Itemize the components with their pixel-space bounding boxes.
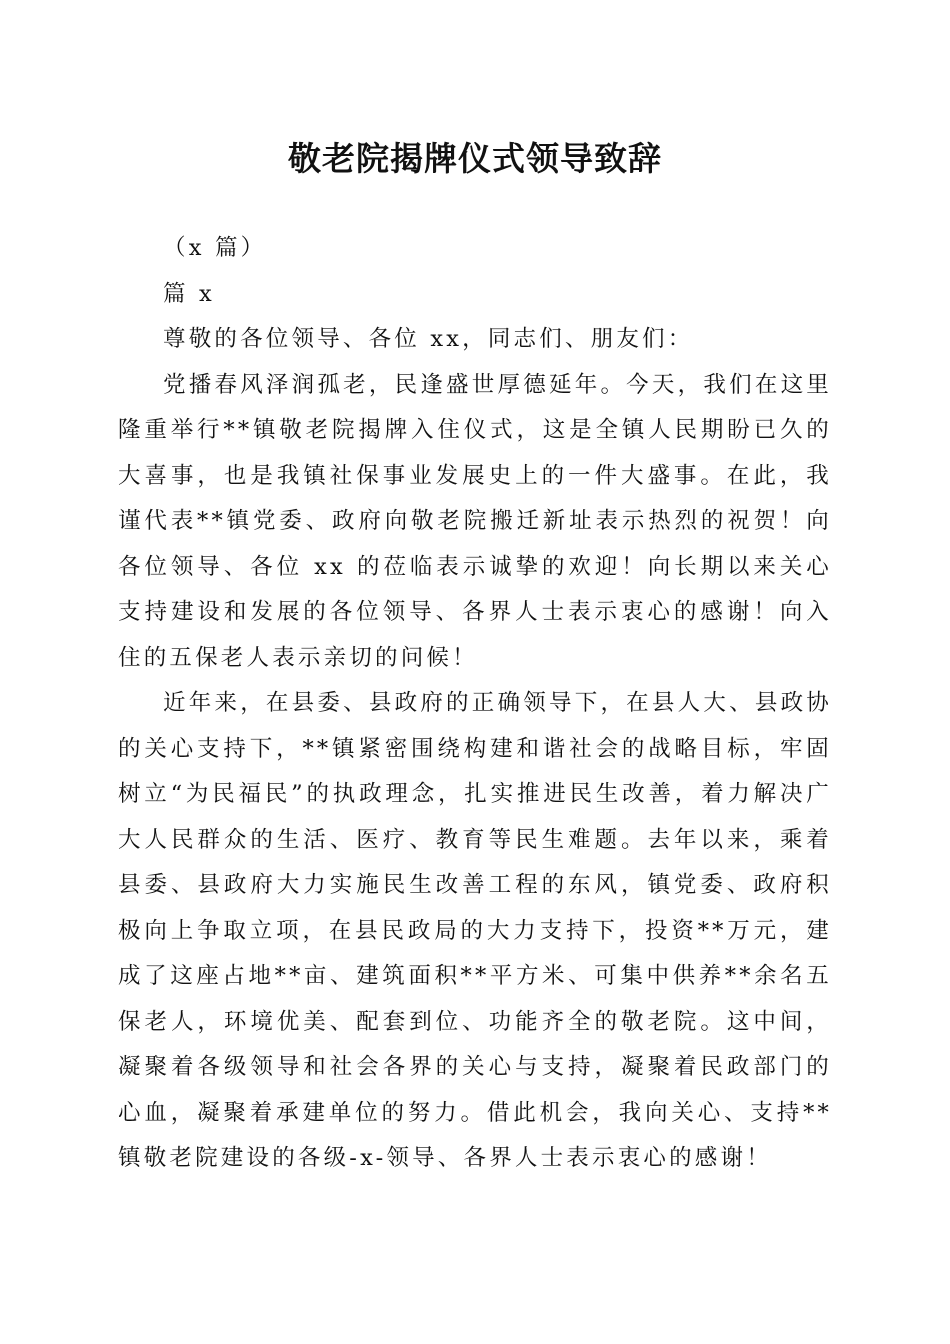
paragraph-1: 党播春风泽润孤老，民逢盛世厚德延年。今天，我们在这里隆重举行**镇敬老院揭牌入住仪式，这是全镇人民期盼已久的大喜事，也是我镇社保事业发展史上的一件大盛事。在此，我谨代表**镇党委、政府向敬老院搬迁新址表示热烈的祝贺！向各位领导、各位 xx 的莅临表示诚挚的欢迎！向长期以来关心支持建设和发展的各位领导、各界人士表示衷心的感谢！向入住的五保老人表示亲切的问候！: [118, 371, 832, 671]
paragraph-2: 近年来，在县委、县政府的正确领导下，在县人大、县政协的关心支持下，**镇紧密围绕构建和谐社会的战略目标，牢固树立“为民福民”的执政理念，扎实推进民生改善，着力解决广大人民群众的生活、医疗、教育等民生难题。去年以来，乘着县委、县政府大力实施民生改善工程的东风，镇党委、政府积极向上争取立项，在县民政局的大力支持下，投资**万元，建成了这座占地**亩、建筑面积**平方米、可集中供养**余名五保老人，环境优美、配套到位、功能齐全的敬老院。这中间，凝聚着各级领导和社会各界的关心与支持，凝聚着民政部门的心血，凝聚着承建单位的努力。借此机会，我向关心、支持**镇敬老院建设的各级-x-领导、各界人士表示衷心的感谢！: [118, 690, 832, 1171]
document-body: [118, 226, 832, 1182]
section-label: 篇 x: [163, 280, 215, 307]
salutation: 尊敬的各位领导、各位 xx，同志们、朋友们：: [163, 326, 694, 352]
document-title: 敬老院揭牌仪式领导致辞: [288, 139, 662, 178]
count-label: （x 篇）: [163, 235, 267, 261]
